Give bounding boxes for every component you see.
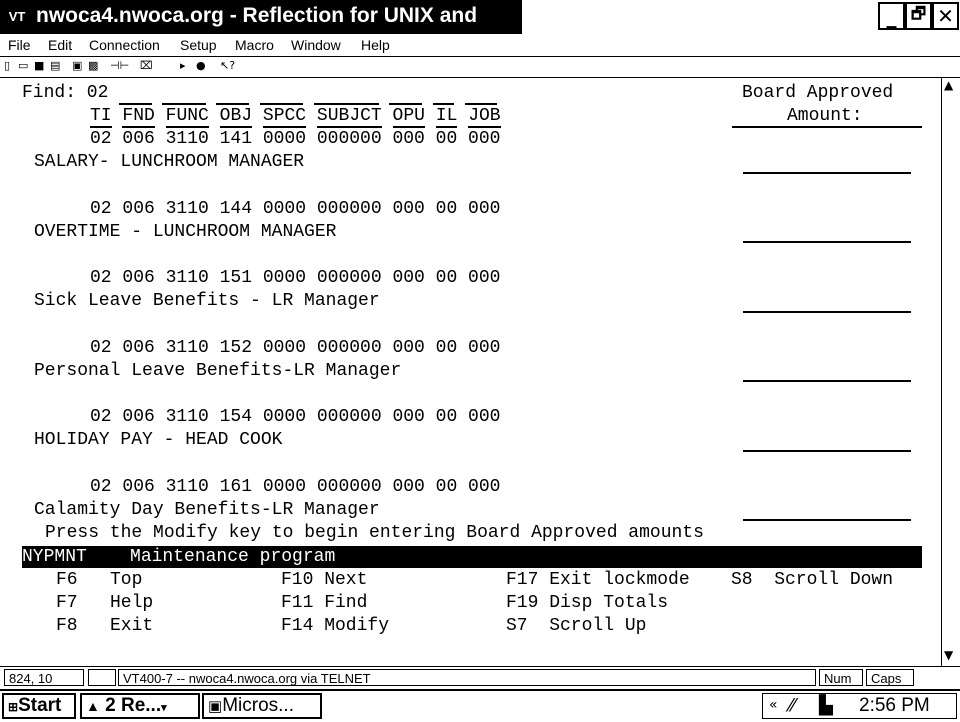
find-label: Find: 02: [22, 83, 109, 103]
new-icon[interactable]: ▯: [4, 59, 11, 72]
find-field-spcc[interactable]: [260, 83, 303, 105]
session-info: VT400-7 -- nwoca4.nwoca.org via TELNET: [118, 669, 816, 686]
network-icon[interactable]: ⁄⁄: [789, 695, 796, 716]
menu-help[interactable]: Help: [361, 37, 390, 53]
record-description: Calamity Day Benefits-LR Manager: [34, 500, 380, 520]
menu-setup[interactable]: Setup: [180, 37, 217, 53]
find-row: [22, 82, 497, 105]
col-il: IL: [435, 106, 458, 126]
reflection-task-icon: ▲: [86, 698, 100, 714]
find-field-opu[interactable]: [389, 83, 421, 105]
find-field-il[interactable]: [433, 83, 455, 105]
amount-field[interactable]: [743, 519, 911, 521]
col-opu: OPU: [392, 106, 425, 126]
find-field-fnd[interactable]: [119, 83, 151, 105]
minimize-button[interactable]: _: [878, 2, 905, 30]
task-label: 2 Re...: [105, 695, 162, 716]
col-obj: OBJ: [219, 106, 253, 126]
record-description: HOLIDAY PAY - HEAD COOK: [34, 430, 283, 450]
taskbar-reflection-button[interactable]: [80, 693, 200, 719]
menu-connection[interactable]: Connection: [89, 37, 160, 53]
find-field-obj[interactable]: [216, 83, 248, 105]
col-ti: TI: [90, 106, 112, 126]
fkey-f19[interactable]: F19 Disp Totals: [506, 593, 669, 613]
help-icon[interactable]: ↖?: [220, 59, 236, 72]
fkey-f17[interactable]: F17 Exit lockmode: [506, 570, 690, 590]
window-title: nwoca4.nwoca.org - Reflection for UNIX and: [36, 4, 478, 27]
microsoft-task-icon: ▣: [208, 698, 223, 715]
amount-header: Amount:: [787, 106, 863, 126]
menu-edit[interactable]: Edit: [48, 37, 73, 53]
connect-icon[interactable]: ⊣⊢: [110, 59, 130, 72]
menu-macro[interactable]: Macro: [235, 37, 274, 53]
close-button[interactable]: ✕: [932, 2, 959, 30]
col-fnd: FND: [122, 106, 155, 126]
system-tray: [762, 693, 957, 719]
scroll-down-icon[interactable]: ▼: [944, 648, 954, 662]
task-label: Micros...: [222, 695, 294, 716]
record-icon[interactable]: ●: [196, 59, 206, 72]
record-code: 02 006 3110 151 0000 000000 000 00 000: [90, 268, 501, 288]
record-code: 02 006 3110 161 0000 000000 000 00 000: [90, 477, 501, 497]
start-label: Start: [18, 695, 62, 716]
board-approved-header: Board Approved: [742, 83, 894, 103]
col-spcc: SPCC: [262, 106, 307, 126]
program-bar: NYPMNT Maintenance program: [22, 546, 922, 568]
scroll-up-icon[interactable]: ▲: [944, 78, 954, 92]
taskbar: [0, 689, 960, 722]
save-icon[interactable]: ■: [34, 59, 45, 72]
chevron-down-icon: ▾: [161, 702, 167, 714]
fkey-f10[interactable]: F10 Next: [281, 570, 368, 590]
restore-button[interactable]: 🗗: [905, 2, 932, 30]
amount-field[interactable]: [743, 450, 911, 452]
find-field-job[interactable]: [465, 83, 497, 105]
cursor-position: 824, 10: [4, 669, 84, 686]
fkey-s7[interactable]: S7 Scroll Up: [506, 616, 647, 636]
menu-file[interactable]: File: [8, 37, 31, 53]
start-button[interactable]: [2, 693, 76, 719]
macro-icon[interactable]: ⌧: [140, 59, 153, 72]
amount-field[interactable]: [743, 172, 911, 174]
record-description: SALARY- LUNCHROOM MANAGER: [34, 152, 305, 172]
fkey-s8[interactable]: S8 Scroll Down: [731, 570, 894, 590]
find-field-subjct[interactable]: [314, 83, 379, 105]
tray-expand-icon[interactable]: «: [769, 697, 778, 713]
record-description: Sick Leave Benefits - LR Manager: [34, 291, 380, 311]
fkey-f14[interactable]: F14 Modify: [281, 616, 390, 636]
printer-icon[interactable]: ▙: [819, 695, 833, 716]
fkey-f7[interactable]: F7 Help: [56, 593, 154, 613]
paste-icon[interactable]: ▩: [88, 59, 99, 72]
app-icon[interactable]: VT: [8, 9, 26, 24]
copy-icon[interactable]: ▣: [72, 59, 83, 72]
amount-field[interactable]: [743, 241, 911, 243]
print-icon[interactable]: ▤: [50, 59, 61, 72]
record-description: OVERTIME - LUNCHROOM MANAGER: [34, 222, 337, 242]
caps-lock-indicator: Caps: [866, 669, 914, 686]
fkey-f6[interactable]: F6 Top: [56, 570, 143, 590]
menu-bar: [0, 34, 960, 57]
open-icon[interactable]: ▭: [18, 59, 29, 72]
modify-prompt: Press the Modify key to begin entering Board Approved amounts: [45, 523, 704, 543]
find-field-func[interactable]: [162, 83, 205, 105]
record-code: 02 006 3110 152 0000 000000 000 00 000: [90, 338, 501, 358]
vertical-scrollbar[interactable]: [941, 78, 960, 668]
fkey-f11[interactable]: F11 Find: [281, 593, 368, 613]
amount-field[interactable]: [743, 380, 911, 382]
col-subjct: SUBJCT: [316, 106, 382, 126]
amount-header-underline: [732, 126, 922, 128]
column-headers: [90, 105, 501, 128]
windows-logo-icon: ⊞: [8, 700, 19, 714]
record-code: 02 006 3110 141 0000 000000 000 00 000: [90, 129, 501, 149]
toolbar: [0, 57, 960, 78]
status-bar: [0, 666, 960, 689]
clock[interactable]: 2:56 PM: [859, 695, 930, 716]
amount-field[interactable]: [743, 311, 911, 313]
taskbar-microsoft-button[interactable]: [202, 693, 322, 719]
record-code: 02 006 3110 144 0000 000000 000 00 000: [90, 199, 501, 219]
fkey-f8[interactable]: F8 Exit: [56, 616, 154, 636]
record-code: 02 006 3110 154 0000 000000 000 00 000: [90, 407, 501, 427]
col-func: FUNC: [165, 106, 209, 126]
record-description: Personal Leave Benefits-LR Manager: [34, 361, 402, 381]
num-lock-indicator: Num: [819, 669, 863, 686]
play-icon[interactable]: ▸: [180, 59, 186, 72]
col-job: JOB: [468, 106, 501, 126]
menu-window[interactable]: Window: [291, 37, 341, 53]
title-bar: [0, 0, 960, 34]
status-empty-cell: [88, 669, 116, 686]
